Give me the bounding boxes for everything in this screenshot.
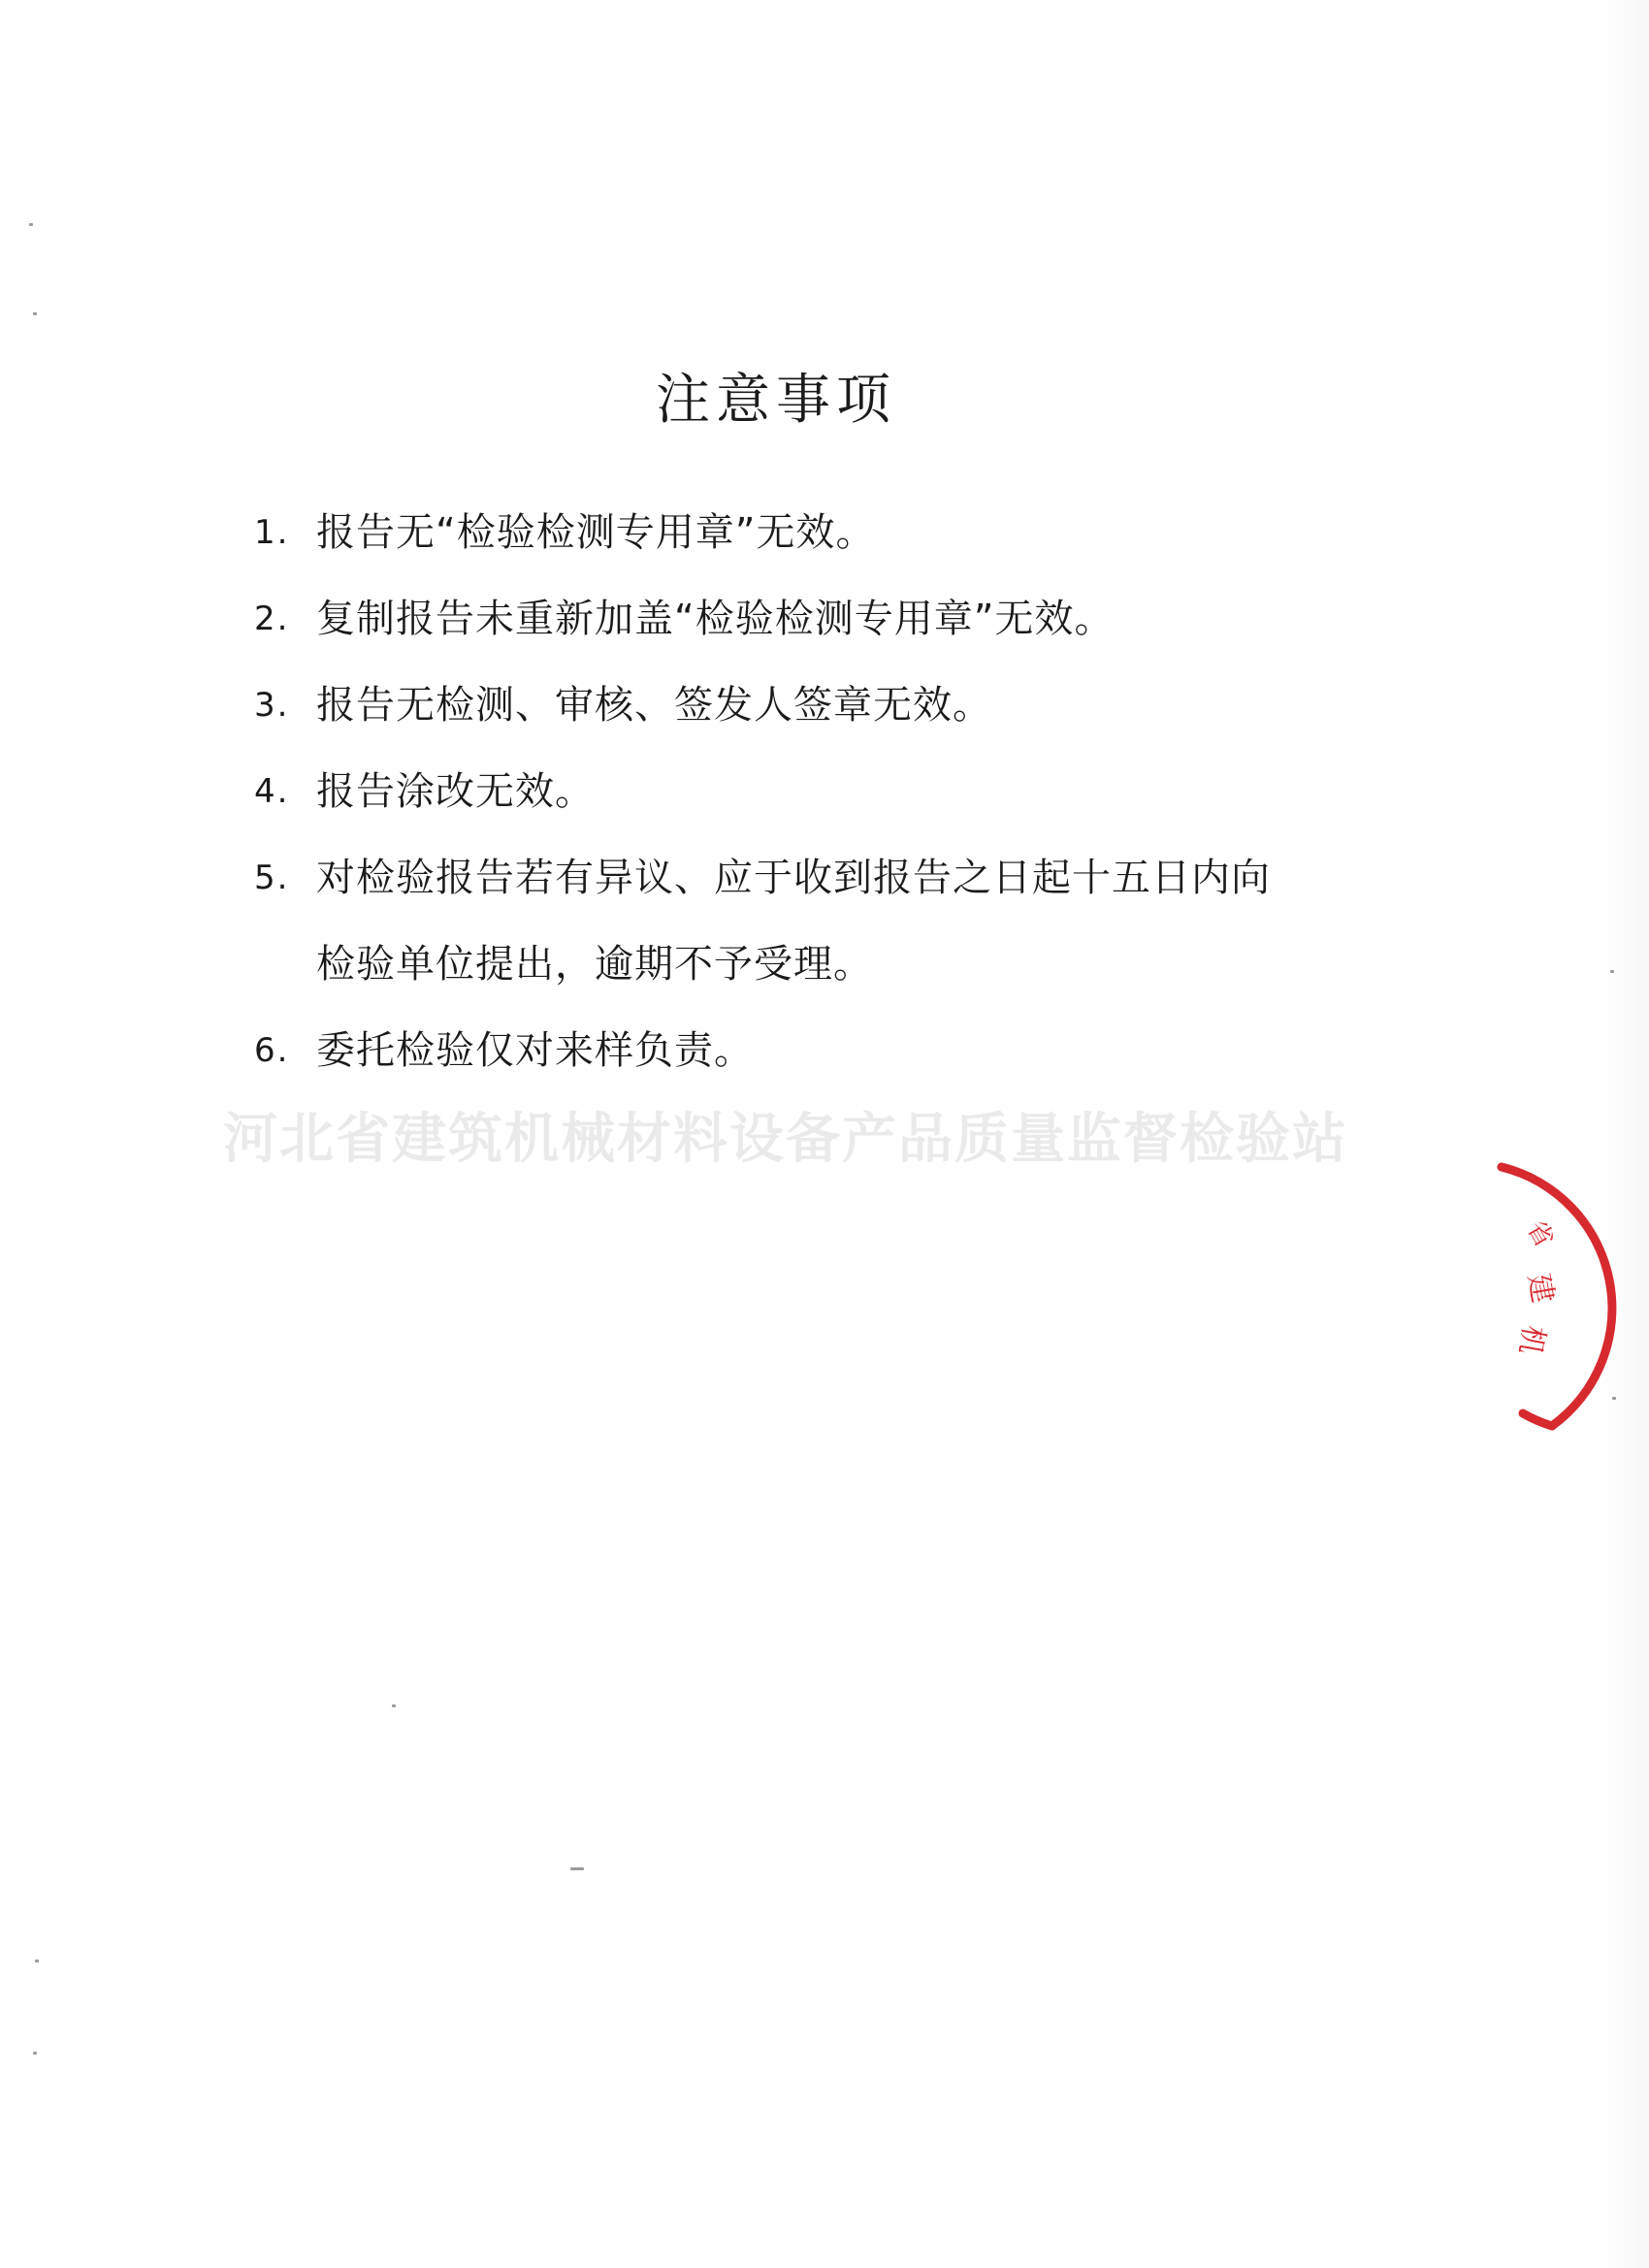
list-item-text: 报告无检测、审核、签发人签章无效。 — [316, 683, 992, 728]
list-item — [254, 1008, 1418, 1094]
list-item-number: 3. — [254, 686, 290, 725]
page-title: 注意事项 — [656, 369, 896, 432]
list-item — [254, 490, 1418, 576]
list-item-text: 检验单位提出，逾期不予受理。 — [316, 942, 873, 987]
list-item — [254, 749, 1418, 835]
red-seal-stamp — [1484, 1159, 1620, 1436]
list-item-number: 1. — [254, 513, 290, 552]
list-item — [254, 663, 1418, 749]
list-item-number: 2. — [254, 599, 290, 638]
svg-text:建: 建 — [1521, 1271, 1560, 1306]
list-item-text: 报告涂改无效。 — [316, 769, 595, 814]
svg-text:省: 省 — [1520, 1215, 1559, 1253]
list-item-text: 报告无“检验检测专用章”无效。 — [316, 510, 876, 555]
list-item-text: 对检验报告若有异议、应于收到报告之日起十五日内向 — [316, 856, 1271, 900]
seal-icon — [1484, 1159, 1620, 1436]
watermark: 河北省建筑机械材料设备产品质量监督检验站 — [223, 1108, 1348, 1171]
list-item-continuation — [254, 922, 1418, 1008]
page-edge-shadow — [1595, 0, 1649, 2268]
list-item — [254, 576, 1418, 663]
notes-list — [254, 490, 1418, 1094]
list-item-text: 委托检验仅对来样负责。 — [316, 1028, 754, 1073]
svg-text:机: 机 — [1511, 1322, 1551, 1358]
list-item-text: 复制报告未重新加盖“检验检测专用章”无效。 — [316, 597, 1115, 641]
list-item-number: 6. — [254, 1031, 290, 1070]
list-item-number: 4. — [254, 772, 290, 811]
list-item — [254, 835, 1418, 922]
list-item-number: 5. — [254, 859, 290, 897]
